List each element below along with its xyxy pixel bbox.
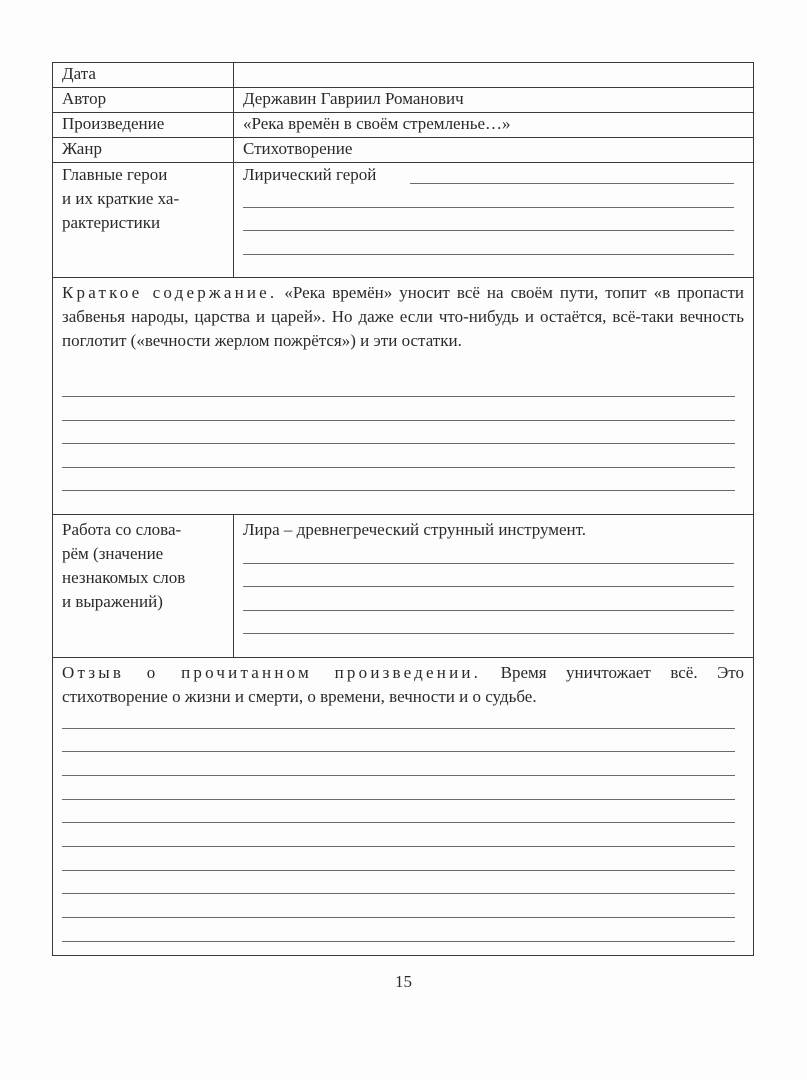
work-value: «Река времён в своём стремленье…» [243,114,511,133]
heroes-label-line: и их краткие ха- [62,189,180,208]
writing-line[interactable] [243,586,734,587]
author-label: Автор [62,89,107,108]
writing-line[interactable] [62,775,735,776]
review-heading: Отзыв о прочитанном произведении. [62,663,482,682]
writing-line[interactable] [62,467,735,468]
dictionary-label-line: Работа со слова- [62,520,182,539]
column-divider [233,514,234,657]
writing-line[interactable] [62,420,735,421]
table-border-bottom [52,955,754,956]
dictionary-value: Лира – древнегреческий струнный инструмент. [243,520,587,539]
row-divider [52,657,754,658]
writing-line[interactable] [62,893,735,894]
writing-line[interactable] [62,396,735,397]
writing-line[interactable] [62,917,735,918]
summary-heading: Краткое содержание. [62,283,278,302]
author-value: Державин Гавриил Романович [243,89,464,108]
heroes-label-line: Главные герои [62,165,168,184]
writing-line[interactable] [243,563,734,564]
row-divider [52,137,754,138]
writing-line[interactable] [62,870,735,871]
table-border-right [753,62,754,955]
summary-body: «Река времён» уносит всё на своём пути, топит «в пропасти забвенья народы, царства и царей». Но даже если что-нибудь и остаётся, всё-таки вечность поглотит («вечности жерлом пожрётся») и эти остатки. [62,283,745,350]
writing-line[interactable] [62,822,735,823]
genre-label: Жанр [62,139,102,158]
writing-line[interactable] [62,941,735,942]
row-divider [52,514,754,515]
table-border-left [52,62,53,955]
writing-line[interactable] [62,846,735,847]
row-divider [52,277,754,278]
column-divider [233,62,234,277]
writing-line[interactable] [410,183,734,184]
writing-line[interactable] [62,443,735,444]
writing-line[interactable] [243,610,734,611]
dictionary-label-line: незнакомых слов [62,568,186,587]
date-label: Дата [62,64,96,83]
writing-line[interactable] [62,751,735,752]
dictionary-label-line: рём (значение [62,544,164,563]
dictionary-label-line: и выражений) [62,592,163,611]
writing-line[interactable] [243,254,734,255]
review-text [62,661,744,709]
summary-text [62,281,744,353]
writing-line[interactable] [62,490,735,491]
review-body: Время уничтожает всё. Это стихотворение о жизни и смерти, о времени, вечности и о судьбе. [62,663,744,706]
writing-line[interactable] [62,728,735,729]
table-border-top [52,62,754,63]
heroes-label-line: рактеристики [62,213,161,232]
page-number: 15 [395,972,412,991]
genre-value: Стихотворение [243,139,353,158]
writing-line[interactable] [243,207,734,208]
work-label: Произведение [62,114,165,133]
writing-line[interactable] [243,633,734,634]
heroes-value: Лирический герой [243,165,377,184]
writing-line[interactable] [62,799,735,800]
writing-line[interactable] [243,230,734,231]
